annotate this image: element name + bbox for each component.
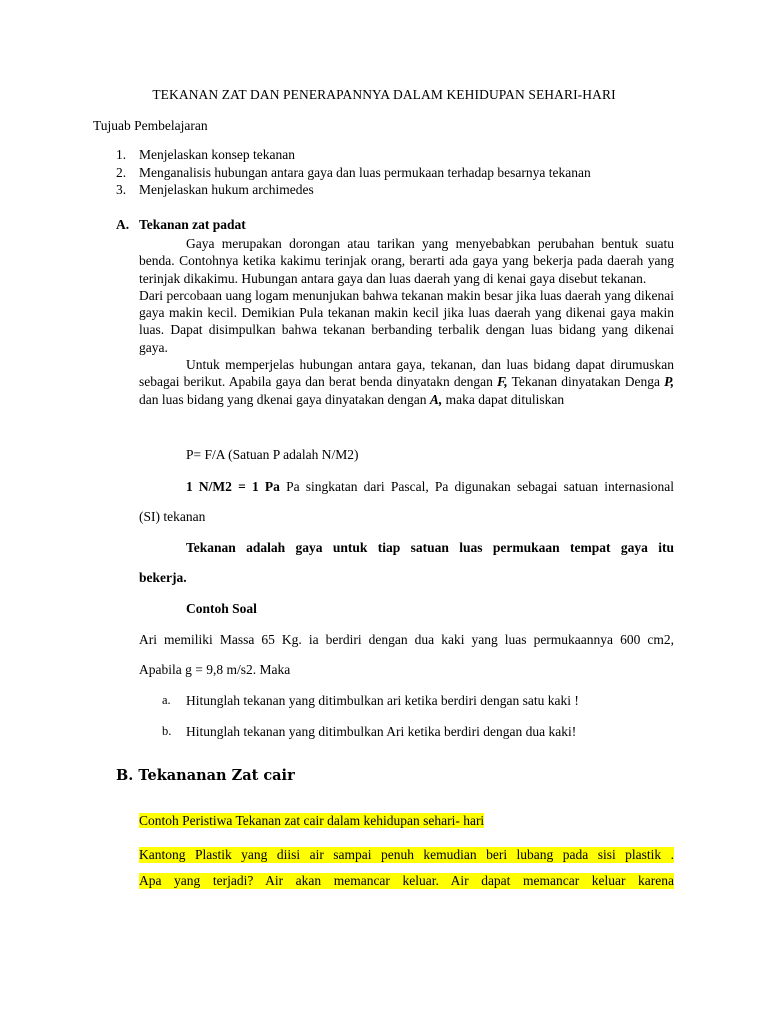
highlighted-text: Kantong Plastik yang diisi air sampai penuh kemudian beri lubang pada sisi plastik . <box>139 847 674 862</box>
question-letter: b. <box>162 724 172 738</box>
pressure-definition-cont: bekerja. <box>139 570 187 585</box>
pressure-formula: P= F/A (Satuan P adalah N/M2) <box>186 447 359 462</box>
question-letter: a. <box>162 693 171 707</box>
highlighted-text: Apa yang terjadi? Air akan memancar keluar. Air dapat memancar keluar karena <box>139 873 674 888</box>
section-a-letter: A. <box>116 217 130 232</box>
list-item-number: 1. <box>116 147 127 162</box>
unit-definition-cont: (SI) tekanan <box>139 509 206 524</box>
list-item-number: 2. <box>116 165 127 180</box>
question-item: Hitunglah tekanan yang ditimbulkan ari ketika berdiri dengan satu kaki ! <box>186 693 579 708</box>
unit-definition: 1 N/M2 = 1 Pa Pa singkatan dari Pascal, Pa digunakan sebagai satuan internasional <box>186 479 675 494</box>
example-heading: Contoh Soal <box>186 601 257 616</box>
section-a-heading: Tekanan zat padat <box>139 217 246 232</box>
list-item-number: 3. <box>116 182 127 197</box>
list-item: Menganalisis hubungan antara gaya dan luas permukaan terhadap besarnya tekanan <box>139 165 591 180</box>
question-item: Hitunglah tekanan yang ditimbulkan Ari ketika berdiri dengan dua kaki! <box>186 724 577 739</box>
highlighted-heading: Contoh Peristiwa Tekanan zat cair dalam kehidupan sehari- hari <box>139 813 485 828</box>
example-text-cont: Apabila g = 9,8 m/s2. Maka <box>139 662 291 677</box>
list-item: Menjelaskan hukum archimedes <box>139 182 314 197</box>
pressure-definition: Tekanan adalah gaya untuk tiap satuan luas permukaan tempat gaya itu <box>186 540 674 555</box>
page-title: TEKANAN ZAT DAN PENERAPANNYA DALAM KEHIDUPAN SEHARI-HARI <box>152 87 616 102</box>
objectives-heading: Tujuab Pembelajaran <box>93 118 208 133</box>
paragraph: Gaya merupakan dorongan atau tarikan yang menyebabkan perubahan bentuk suatu benda. Contohnya ketika kakimu terinjak orang, berarti ada gaya yang bekerja pada daerah yang terinjak dikakimu. Hubungan antara gaya dan luas daerah yang di kenai gaya disebut tekanan. <box>139 236 674 286</box>
list-item: Menjelaskan konsep tekanan <box>139 147 295 162</box>
paragraph: Untuk memperjelas hubungan antara gaya, tekanan, dan luas bidang dapat dirumuskan sebagai berikut. Apabila gaya dan berat benda dinyatakn dengan F, Tekanan dinyatakan Denga P, dan luas bidang yang dkenai gaya dinyatakan dengan A, maka dapat dituliskan <box>139 357 675 407</box>
section-b-heading: B. Tekananan Zat cair <box>116 767 295 784</box>
section-a-body <box>139 235 674 408</box>
paragraph: Dari percobaan uang logam menunjukan bahwa tekanan makin besar jika luas daerah yang dikenai gaya makin kecil. Demikian Pula tekanan makin kecil jika luas daerah yang dikenai gaya makin luas. Dapat disimpulkan bahwa tekanan berbanding terbalik dengan luas bidang yang dikenai gaya. <box>139 287 674 355</box>
example-text: Ari memiliki Massa 65 Kg. ia berdiri dengan dua kaki yang luas permukaannya 600 cm2, <box>139 632 674 647</box>
